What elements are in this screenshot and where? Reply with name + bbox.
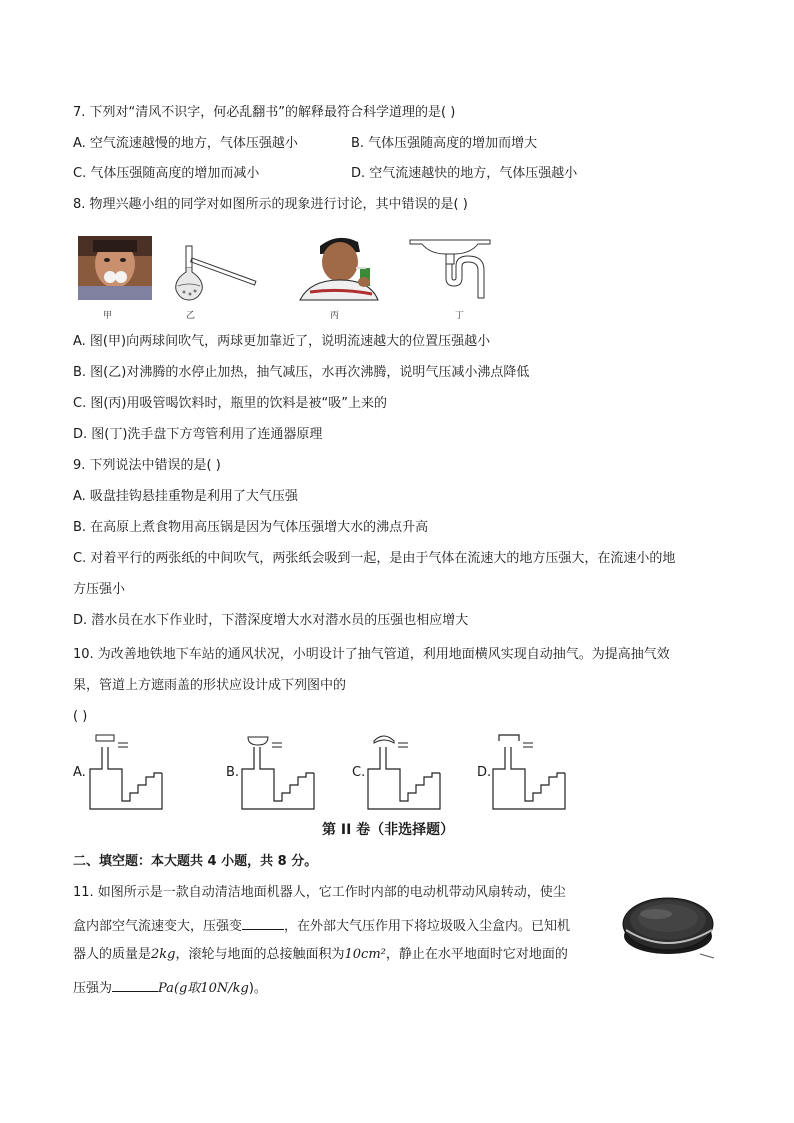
q10-option-d-label: D. xyxy=(477,765,492,780)
q10-diagram-c xyxy=(366,733,452,811)
q10-diagram-d xyxy=(491,733,577,811)
q11-line2-a: 盒内部空气流速变大，压强变 xyxy=(73,919,243,934)
figure-jia-photo xyxy=(78,236,152,300)
figure-ding-caption: 丁 xyxy=(455,311,465,321)
q7-stem: 7. 下列对“清风不识字，何必乱翻书”的解释最符合科学道理的是( ) xyxy=(73,105,456,120)
figure-jia-caption: 甲 xyxy=(103,311,113,321)
q9-option-d: D. 潜水员在水下作业时，下潜深度增大水对潜水员的压强也相应增大 xyxy=(73,613,469,628)
q11-g: 10N/kg xyxy=(200,981,249,996)
robot-vacuum-image xyxy=(620,884,718,964)
q9-stem: 9. 下列说法中错误的是( ) xyxy=(73,458,221,473)
q9-option-c-line1: C. 对着平行的两张纸的中间吹气，两张纸会吸到一起，是由于气体在流速大的地方压强大，在流速小的地 xyxy=(73,551,676,566)
q7-option-b: B. 气体压强随高度的增加而增大 xyxy=(351,136,538,151)
q10-option-c-label: C. xyxy=(352,765,366,780)
q11-line2 xyxy=(73,915,570,936)
section2-heading: 二、填空题：本大题共 4 小题，共 8 分。 xyxy=(73,854,318,869)
q9-option-b: B. 在高原上煮食物用高压锅是因为气体压强增大水的沸点升高 xyxy=(73,520,429,535)
q11-line2-b: ，在外部大气压作用下将垃圾吸入尘盒内。已知机 xyxy=(284,919,571,934)
q11-line3 xyxy=(73,946,568,964)
q11-line3-b: ，滚轮与地面的总接触面积为 xyxy=(175,947,345,962)
figure-bing-caption: 丙 xyxy=(330,311,340,321)
q7-option-d: D. 空气流速越快的地方，气体压强越小 xyxy=(351,166,578,181)
q11-unit: Pa xyxy=(158,981,174,996)
q10-diagram-a xyxy=(88,733,174,811)
q11-line1: 11. 如图所示是一款自动清洁地面机器人，它工作时内部的电动机带动风扇转动，使尘 xyxy=(73,885,566,900)
q9-option-c-line2: 方压强小 xyxy=(73,582,126,597)
q8-option-c: C. 图(丙)用吸管喝饮料时，瓶里的饮料是被“吸”上来的 xyxy=(73,396,387,411)
q10-option-a-label: A. xyxy=(73,765,86,780)
q11-mass: 2kg xyxy=(151,947,176,962)
q10-stem-line1: 10. 为改善地铁地下车站的通风状况，小明设计了抽气管道，利用地面横风实现自动抽气。为提高抽气效 xyxy=(73,647,670,662)
q8-option-a: A. 图(甲)向两球间吹气，两球更加靠近了，说明流速越大的位置压强越小 xyxy=(73,334,491,349)
q10-diagram-b xyxy=(240,733,326,811)
q11-line3-c: ，静止在水平地面时它对地面的 xyxy=(385,947,568,962)
q11-blank-1[interactable] xyxy=(242,915,284,930)
q10-option-b-label: B. xyxy=(226,765,240,780)
q11-area: 10cm² xyxy=(344,947,386,962)
q10-paren: ( ) xyxy=(73,709,88,724)
q7-option-c: C. 气体压强随高度的增加而减小 xyxy=(73,166,260,181)
part2-title: 第 II 卷（非选择题） xyxy=(322,822,455,838)
q9-option-a: A. 吸盘挂钩悬挂重物是利用了大气压强 xyxy=(73,489,298,504)
q11-line4 xyxy=(73,977,267,998)
q11-blank-2[interactable] xyxy=(112,977,158,992)
q8-stem: 8. 物理兴趣小组的同学对如图所示的现象进行讨论，其中错误的是( ) xyxy=(73,197,468,212)
q11-line4-a: 压强为 xyxy=(73,981,113,996)
figure-bing-photo xyxy=(290,232,386,300)
q8-option-d: D. 图(丁)洗手盘下方弯管利用了连通器原理 xyxy=(73,427,323,442)
q7-option-a: A. 空气流速越慢的地方，气体压强越小 xyxy=(73,136,298,151)
q11-line4-b: (g取 xyxy=(173,981,201,996)
figure-yi-flask xyxy=(170,236,262,302)
q8-option-b: B. 图(乙)对沸腾的水停止加热，抽气减压，水再次沸腾，说明气压减小沸点降低 xyxy=(73,365,530,380)
q10-stem-line2: 果，管道上方遮雨盖的形状应设计成下列图中的 xyxy=(73,678,347,693)
q11-line3-a: 器人的质量是 xyxy=(73,947,152,962)
figure-ding-sink xyxy=(408,236,492,300)
q11-line4-c: )。 xyxy=(248,981,267,996)
figure-yi-caption: 乙 xyxy=(186,311,196,321)
